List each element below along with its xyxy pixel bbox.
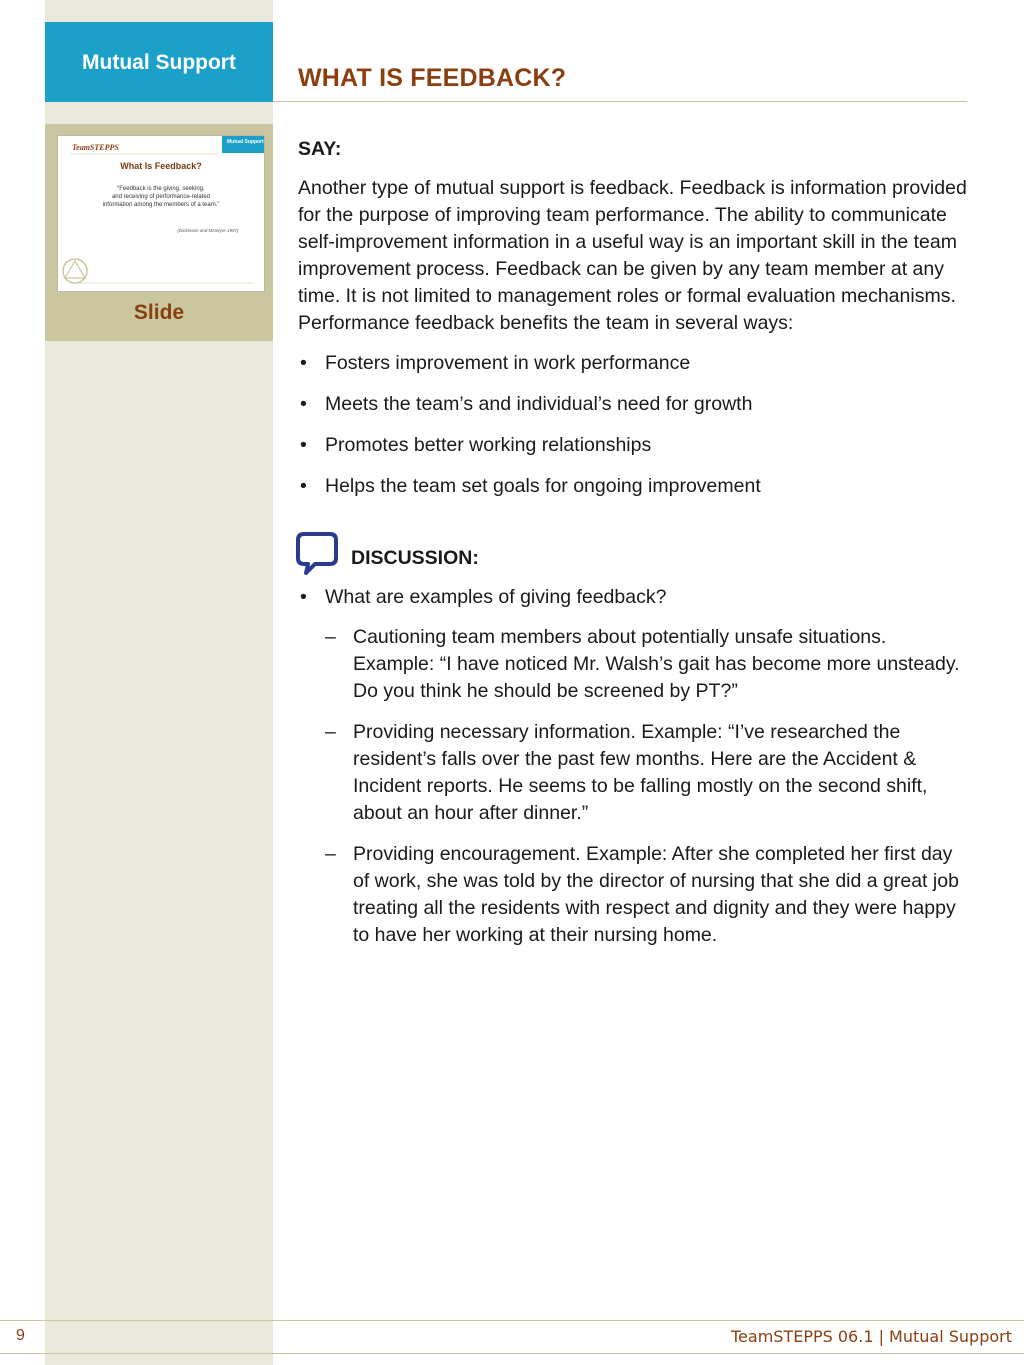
page-title: WHAT IS FEEDBACK?	[298, 64, 567, 92]
thumb-quote-3: information among the members of a team.”	[102, 202, 220, 208]
list-item: • Promotes better working relationships	[298, 432, 968, 459]
thumb-title: What Is Feedback?	[120, 161, 202, 171]
say-paragraph: Another type of mutual support is feedback. Feedback is information provided for the purpose of improving team performance. The ability to communicate self-improvement information in a useful way is an important skill in the team improvement process. Feedback can be given by any team member at any time. It is not limited to management roles or formal evaluation mechanisms. Performance feedback benefits the team in several ways:	[298, 177, 967, 334]
list-item: • Helps the team set goals for ongoing improvement	[298, 473, 968, 500]
discussion-label: DISCUSSION:	[351, 547, 479, 569]
benefits-list	[298, 350, 968, 500]
list-item: • Meets the team’s and individual’s need for growth	[298, 391, 968, 418]
slide-label: Slide	[133, 301, 185, 324]
thumb-quote-2: and receiving of performance-related	[111, 194, 211, 200]
slide-thumbnail-graphic	[58, 136, 264, 291]
thumb-quote-1: “Feedback is the giving, seeking,	[117, 186, 205, 192]
say-label: SAY:	[298, 138, 342, 160]
examples-list	[298, 624, 968, 949]
thumb-citation: (Dickinson and McIntyre 1997)	[177, 228, 239, 233]
discussion-header	[298, 540, 968, 584]
footer-text: TeamSTEPPS 06.1 | Mutual Support	[731, 1327, 1012, 1346]
list-item: – Providing necessary information. Example: “I’ve researched the resident’s falls over the past few months. Here are the Accident & Incident reports. He seems to be falling mostly on the second shift, about an hour after dinner.”	[325, 719, 968, 827]
slide-thumbnail	[57, 135, 265, 292]
list-item: – Cautioning team members about potentially unsafe situations. Example: “I have noticed Mr. Walsh’s gait has become more unsteady. Do you think he should be screened by PT?”	[325, 624, 968, 705]
main-content	[298, 136, 968, 963]
thumb-brand: TeamSTEPPS	[72, 143, 119, 152]
title-divider	[273, 101, 967, 102]
section-tab	[45, 22, 273, 102]
footer-divider-bottom	[0, 1353, 1024, 1354]
speech-bubble-icon	[296, 530, 340, 584]
discussion-question: • What are examples of giving feedback?	[298, 584, 968, 611]
page-number: 9	[16, 1327, 25, 1344]
thumb-tab-label: Mutual Support	[227, 139, 264, 145]
footer-divider	[0, 1320, 1024, 1321]
slide-thumbnail-panel	[45, 124, 273, 341]
section-tab-label: Mutual Support	[82, 51, 236, 74]
list-item: – Providing encouragement. Example: After she completed her first day of work, she was told by the director of nursing that she did a great job treating all the residents with respect and dignity and they were happy to have her working at their nursing home.	[325, 841, 968, 949]
list-item: • Fosters improvement in work performance	[298, 350, 968, 377]
